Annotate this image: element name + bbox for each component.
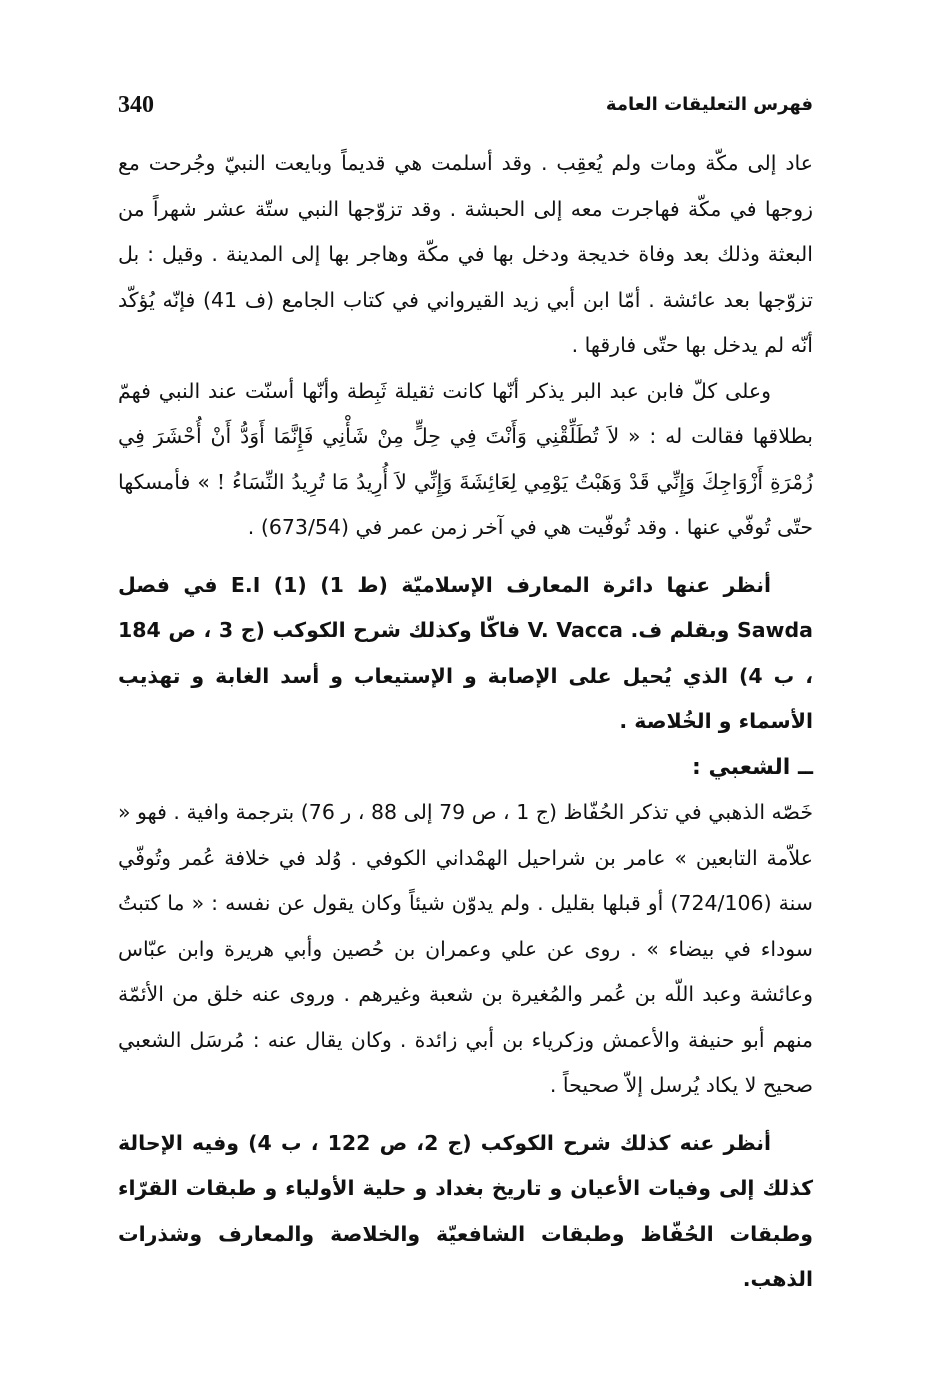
page-header [118,92,813,132]
paragraph-sawda-references: أنظر عنها دائرة المعارف الإسلاميّة (ط 1) (1) E.I في فصل Sawda وبقلم ف. V. Vacca فاكّا وكذلك شرح الكوكب (ج 3 ، ص 184 ، ب 4) الذي يُحيل على الإصابة و الإستيعاب و أسد الغابة و تهذيب الأسماء و الخُلاصة . [118,572,813,733]
body-text [118,141,813,1303]
quoted-speech: لاَ تُطَلِّقْنِي وَأَنْتَ فِي حِلٍّ مِنْ شَأْنِي فَإِنَّمَا أَوَدُّ أَنْ أُحْشَرَ فِي زُمْرَةِ أَزْوَاجِكَ وَإِنِّي قَدْ وَهَبْتُ يَوْمِي لِعَائِشَةَ وَإِنِّي لاَ أُرِيدُ مَا تُرِيدُ النِّسَاءُ ! [118,424,813,494]
paragraph-text: وعلى كلّ فابن عبد البر يذكر أنّها كانت ثقيلة ثَبِطة وأنّها أسنّت عند النبي فهمّ بطلاقها فقالت له : « [118,378,813,448]
paragraph-sawda-divorce [118,369,813,551]
paragraph-shaabi-biography: خَصّه الذهبي في تذكر الحُفّاظ (ج 1 ، ص 79 إلى 88 ، ر 76) بترجمة وافية . فهو « علاّمة التابعين » عامر بن شراحيل الهمْداني الكوفي . وُلد في خلافة عُمر وتُوفّي سنة (724/106) أو قبلها بقليل . ولم يدوّن شيئاً وكان يقول عن نفسه : « ما كتبتُ سوداء في بيضاء » . روى عن علي وعمران بن حُصين وأبي هريرة وابن عبّاس وعائشة وعبد اللّه بن عُمر والمُغيرة بن شعبة وغيرهم . وروى عنه خلق من الأئمّة منهم أبو حنيفة والأعمش وزكرياء بن أبي زائدة . وكان يقال عنه : مُرسَل الشعبي صحيح لا يكاد يُرسل إلاّ صحيحاً . [118,800,813,1097]
running-title: فهرس التعليقات العامة [605,94,813,115]
section-heading: ــ الشعبي : [692,754,813,780]
paragraph-sawda-biography: عاد إلى مكّة ومات ولم يُعقِب . وقد أسلمت هي قديماً وبايعت النبيّ وجُرحت مع زوجها في مكّة فهاجرت معه إلى الحبشة . وقد تزوّجها النبي ستّة عشر شهراً من البعثة وذلك بعد وفاة خديجة ودخل بها في مكّة وهاجر بها إلى المدينة . وقيل : بل تزوّجها بعد عائشة . أمّا ابن أبي زيد القيرواني في كتاب الجامع (ف 41) فإنّه يُؤكّد أنّه لم يدخل بها حتّى فارقها . [118,151,813,357]
paragraph-text: » فأمسكها حتّى تُوفّي عنها . وقد تُوفّيت هي في آخر زمن عمر في (673/54) . [118,469,813,539]
paragraph-shaabi-references: أنظر عنه كذلك شرح الكوكب (ج 2، ص 122 ، ب 4) وفيه الإحالة كذلك إلى وفيات الأعيان و تاريخ بغداد و حلية الأولياء و طبقات القرّاء وطبقات الحُفّاظ وطبقات الشافعيّة والخلاصة والمعارف وشذرات الذهب. [118,1130,813,1291]
page-number: 340 [118,92,154,118]
